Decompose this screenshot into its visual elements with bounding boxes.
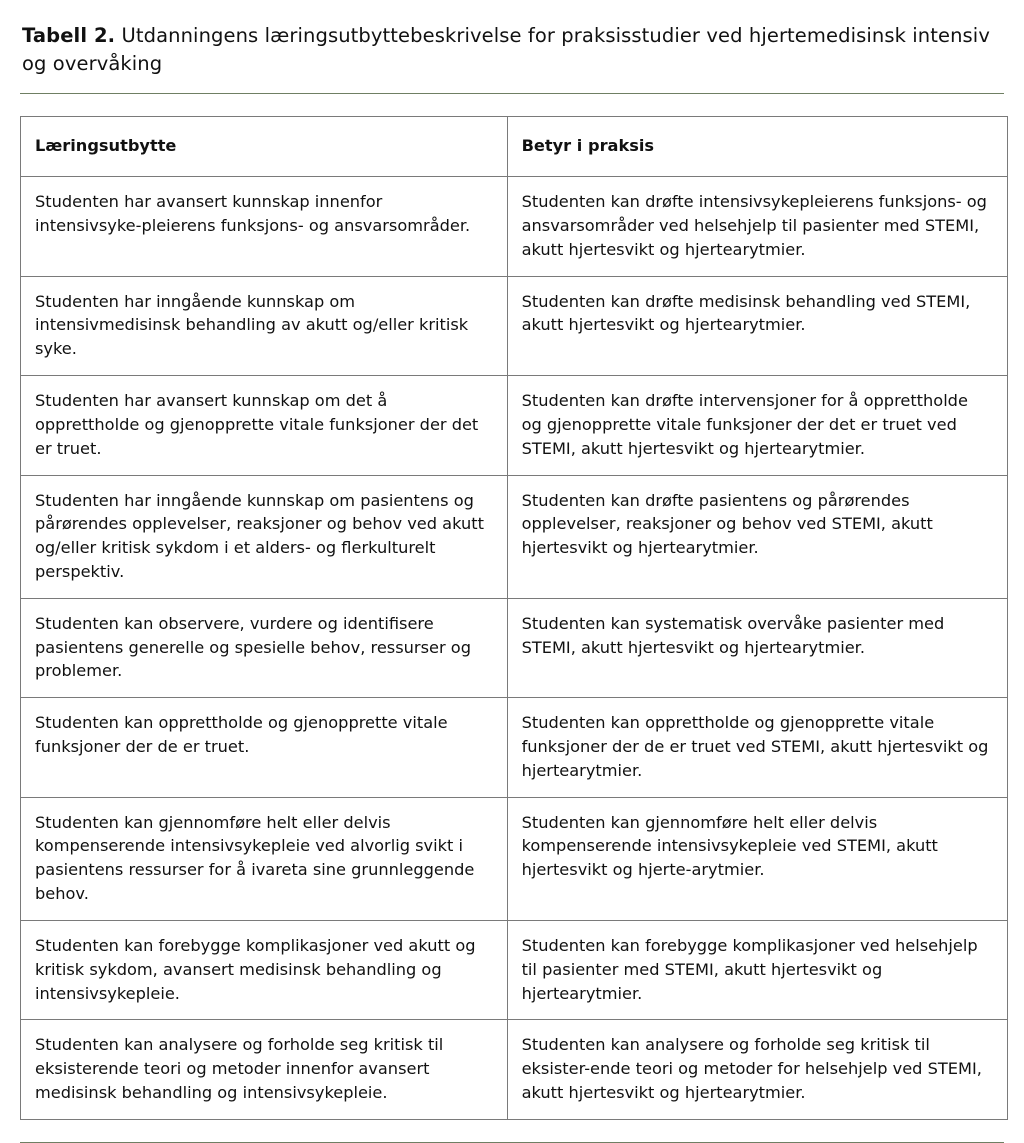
cell-outcome: Studenten har inngående kunnskap om intensivmedisinsk behandling av akutt og/eller kritisk syke. — [21, 276, 508, 375]
table-row — [21, 376, 1008, 475]
cell-outcome: Studenten kan gjennomføre helt eller delvis kompenserende intensivsykepleie ved alvorlig svikt i pasientens ressurser for å ivareta sine grunnleggende behov. — [21, 797, 508, 920]
column-header-laeringsutbytte: Læringsutbytte — [21, 117, 508, 177]
table-row — [21, 797, 1008, 920]
cell-outcome: Studenten kan opprettholde og gjenopprette vitale funksjoner der de er truet. — [21, 698, 508, 797]
cell-outcome: Studenten kan forebygge komplikasjoner ved akutt og kritisk sykdom, avansert medisinsk behandling og intensivsykepleie. — [21, 920, 508, 1019]
table-caption-text: Utdanningens læringsutbyttebeskrivelse for praksisstudier ved hjertemedisinsk intensiv og overvåking — [22, 24, 990, 75]
table-caption-label: Tabell 2. — [22, 24, 116, 47]
cell-outcome: Studenten har avansert kunnskap om det å opprettholde og gjenopprette vitale funksjoner der det er truet. — [21, 376, 508, 475]
cell-outcome: Studenten kan analysere og forholde seg kritisk til eksisterende teori og metoder innenfor avansert medisinsk behandling og intensivsykepleie. — [21, 1020, 508, 1119]
cell-practice: Studenten kan analysere og forholde seg kritisk til eksister-ende teori og metoder for helsehjelp ved STEMI, akutt hjertesvikt og hjertearytmier. — [507, 1020, 1007, 1119]
cell-practice: Studenten kan drøfte medisinsk behandling ved STEMI, akutt hjertesvikt og hjertearytmier. — [507, 276, 1007, 375]
table-header-row — [21, 117, 1008, 177]
cell-outcome: Studenten har inngående kunnskap om pasientens og pårørendes opplevelser, reaksjoner og behov ved akutt og/eller kritisk sykdom i et alders- og flerkulturelt perspektiv. — [21, 475, 508, 598]
cell-practice: Studenten kan opprettholde og gjenopprette vitale funksjoner der de er truet ved STEMI, akutt hjertesvikt og hjertearytmier. — [507, 698, 1007, 797]
cell-practice: Studenten kan drøfte pasientens og pårørendes opplevelser, reaksjoner og behov ved STEMI, akutt hjertesvikt og hjertearytmier. — [507, 475, 1007, 598]
table-row — [21, 920, 1008, 1019]
cell-outcome: Studenten kan observere, vurdere og identifisere pasientens generelle og spesielle behov, ressurser og problemer. — [21, 598, 508, 697]
column-header-betyr-i-praksis: Betyr i praksis — [507, 117, 1007, 177]
learning-outcomes-table — [20, 116, 1008, 1119]
caption-divider — [20, 93, 1004, 94]
table-body — [21, 177, 1008, 1120]
cell-practice: Studenten kan systematisk overvåke pasienter med STEMI, akutt hjertesvikt og hjertearytmier. — [507, 598, 1007, 697]
table-caption — [22, 22, 1006, 77]
cell-practice: Studenten kan drøfte intervensjoner for å opprettholde og gjenopprette vitale funksjoner der det er truet ved STEMI, akutt hjertesvikt og hjertearytmier. — [507, 376, 1007, 475]
cell-practice: Studenten kan gjennomføre helt eller delvis kompenserende intensivsykepleie ved STEMI, akutt hjertesvikt og hjerte-arytmier. — [507, 797, 1007, 920]
table-row — [21, 177, 1008, 276]
cell-practice: Studenten kan drøfte intensivsykepleierens funksjons- og ansvarsområder ved helsehjelp til pasienter med STEMI, akutt hjertesvikt og hjertearytmier. — [507, 177, 1007, 276]
table-row — [21, 276, 1008, 375]
table-row — [21, 598, 1008, 697]
table-row — [21, 1020, 1008, 1119]
table-row — [21, 698, 1008, 797]
cell-outcome: Studenten har avansert kunnskap innenfor intensivsyke-pleierens funksjons- og ansvarsområder. — [21, 177, 508, 276]
cell-practice: Studenten kan forebygge komplikasjoner ved helsehjelp til pasienter med STEMI, akutt hjertesvikt og hjertearytmier. — [507, 920, 1007, 1019]
table-row — [21, 475, 1008, 598]
